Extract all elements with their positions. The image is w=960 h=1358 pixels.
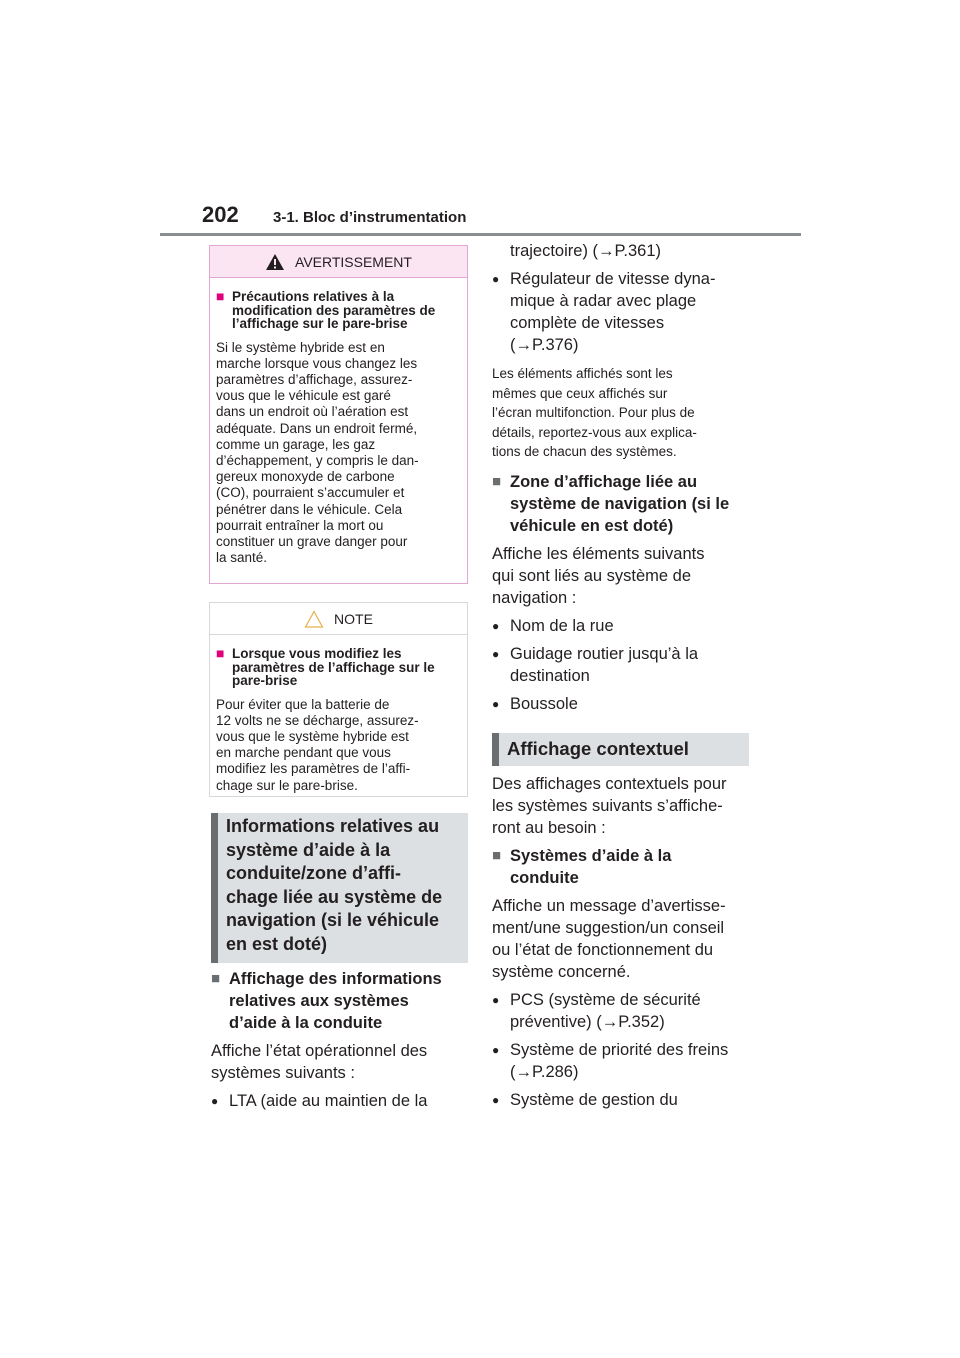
heading-driving-assist-info: Informations relatives au système d’aide à la conduite/zone d’affi- chage liée au système de navigation (si le véhicule en est doté): [211, 813, 468, 963]
right-column-bottom: [492, 773, 754, 1111]
paragraph-contextual: Des affichages contextuels pour les systèmes suivants s’affiche- ront au besoin :: [492, 775, 727, 837]
bullet-dot-icon: ●: [492, 1093, 500, 1107]
bullet-dot-icon: ●: [211, 1094, 219, 1108]
warning-text: Si le système hybride est en marche lorsque vous changez les paramètres d’affichage, assurez- vous que le véhicule est garé dans un endroit où l’aération est adéquate. Dans un endroit fermé, comme un garage, les gaz d’échappement, y compris le dan- gereux monoxyde de carbone (CO), pourraient s’accumuler et pénétrer dans le véhicule. Cela pourrait entraîner la mort ou constituer un grave danger pour la santé.: [216, 339, 419, 566]
right-column-top: [492, 240, 754, 715]
list-item-route-guidance: ● Guidage routier jusqu’à la destination: [492, 644, 699, 685]
subhead-assist-display: ■ Affichage des informations relatives aux systèmes d’aide à la conduite: [211, 970, 442, 1032]
square-bullet-icon: ■: [216, 645, 225, 661]
bullet-dot-icon: ●: [492, 646, 500, 661]
bullet-dot-icon: ●: [492, 618, 500, 633]
section-title: 3-1. Bloc d’instrumentation: [273, 209, 467, 226]
subhead-driving-assist: ■ Systèmes d’aide à la conduite: [492, 847, 672, 887]
paragraph-nav-zone: Affiche les éléments suivants qui sont liés au système de navigation :: [492, 544, 705, 607]
bullet-dot-icon: ●: [492, 1043, 500, 1057]
warning-box: [209, 245, 468, 584]
square-bullet-icon: ■: [216, 288, 225, 304]
list-item-radar-cruise: ● Régulateur de vitesse dyna- mique à radar avec plage complète de vitesses (→P.376): [492, 270, 716, 354]
note-box: [209, 602, 468, 797]
square-bullet-icon: ■: [492, 472, 502, 490]
square-bullet-icon: ■: [492, 847, 502, 864]
bullet-dot-icon: ●: [492, 993, 500, 1007]
list-item-management-system: ● Système de gestion du: [492, 1091, 678, 1109]
warning-subhead: ■ Précautions relatives à la modification des paramètres de l’affichage sur le pare-brise: [216, 288, 436, 331]
note-title: NOTE: [334, 610, 373, 627]
note-text: Pour éviter que la batterie de 12 volts ne se décharge, assurez- vous que le système hybride est en marche pendant que vous modifiez les paramètres de l’affi- chage sur le pare-brise.: [216, 696, 419, 793]
note-header: [210, 603, 467, 635]
square-bullet-icon: ■: [211, 970, 221, 987]
list-item-pcs: ● PCS (système de sécurité préventive) (→P.352): [492, 991, 701, 1031]
warning-title: AVERTISSEMENT: [295, 253, 412, 270]
list-item-street-name: ● Nom de la rue: [492, 616, 614, 635]
note-subhead: ■ Lorsque vous modifiez les paramètres de l’affichage sur le pare-brise: [216, 645, 435, 688]
list-item-brake-override: ● Système de priorité des freins (→P.286): [492, 1041, 729, 1081]
small-note-text: Les éléments affichés sont les mêmes que ceux affichés sur l’écran multifonction. Pour plus de détails, reportez-vous aux explica- tions de chacun des systèmes.: [492, 366, 697, 459]
bullet-dot-icon: ●: [492, 696, 500, 711]
paragraph-driving-assist: Affiche un message d’avertisse- ment/une suggestion/un conseil ou l’état de fonctionnement du système concerné.: [492, 897, 726, 981]
warning-header: [210, 246, 467, 278]
warning-triangle-icon: [265, 253, 285, 271]
list-item-compass: ● Boussole: [492, 694, 578, 713]
header-rule: [160, 233, 801, 236]
bullet-dot-icon: ●: [492, 272, 500, 286]
paragraph-assist-display: Affiche l’état opérationnel des systèmes suivants :: [211, 1042, 428, 1082]
continued-text: trajectoire) (→P.361): [510, 242, 662, 260]
caution-triangle-icon: [304, 610, 324, 628]
list-item-lta: ● LTA (aide au maintien de la: [211, 1092, 428, 1110]
left-column-text: [211, 968, 473, 1112]
page-number: 202: [202, 202, 239, 227]
heading-contextual-display: Affichage contextuel: [492, 733, 749, 766]
subhead-nav-zone: ■ Zone d’affichage liée au système de navigation (si le véhicule en est doté): [492, 472, 730, 535]
